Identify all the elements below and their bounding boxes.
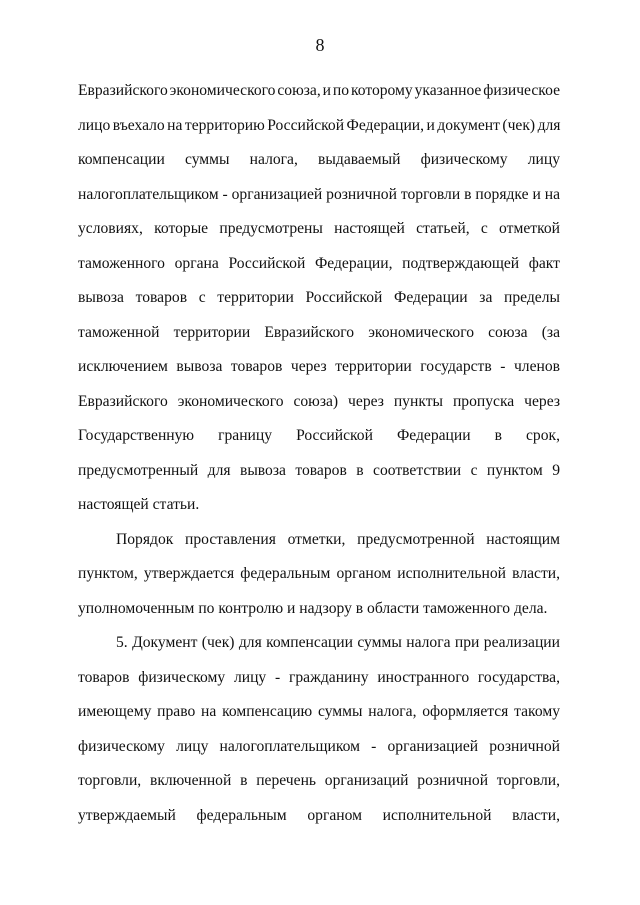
text-line: таможенного органа Российской Федерации, подтверждающей факт [78,254,560,272]
text-line: условиях, которые предусмотрены настоящей статьей, с отметкой [78,220,560,237]
text-line: таможенной территории Евразийского экономического союза (за [78,323,560,341]
page-number: 8 [315,35,325,55]
text-line: исключением вывоза товаров через территории государств - членов [78,358,560,375]
text-line: 5. Документ (чек) для компенсации суммы налога при реализации [116,634,560,651]
document-body [78,74,560,833]
text-line: товаров физическому лицу - гражданину иностранного государства, [78,668,560,686]
text-line: лицо въехало на территорию Российской Федерации, и документ (чек) для [78,116,561,134]
paragraph [78,523,560,627]
text-line: пунктом, утверждается федеральным органом исполнительной власти, [78,565,560,582]
paragraph [78,626,560,833]
text-line: утверждаемый федеральным органом исполнительной власти, [78,806,560,824]
text-line: Евразийского экономического союза, и по которому указанное физическое [78,82,560,99]
text-line: уполномоченным по контролю и надзору в области таможенного дела. [78,599,548,617]
paragraph [78,74,560,523]
text-line: Государственную границу Российской Федерации в срок, [78,427,560,444]
text-line: налогоплательщиком - организацией розничной торговли в порядке и на [78,185,560,203]
text-line: настоящей статьи. [78,496,200,513]
text-line: Евразийского экономического союза) через пункты пропуска через [78,392,560,410]
text-line: вывоза товаров с территории Российской Федерации за пределы [78,289,560,306]
text-line: Порядок проставления отметки, предусмотренной настоящим [116,530,560,548]
text-line: торговли, включенной в перечень организаций розничной торговли, [78,772,560,789]
text-line: имеющему право на компенсацию суммы налога, оформляется такому [78,703,560,720]
text-line: предусмотренный для вывоза товаров в соответствии с пунктом 9 [78,461,560,479]
text-line: физическому лицу налогоплательщиком - организацией розничной [78,737,560,755]
text-line: компенсации суммы налога, выдаваемый физическому лицу [78,151,560,168]
